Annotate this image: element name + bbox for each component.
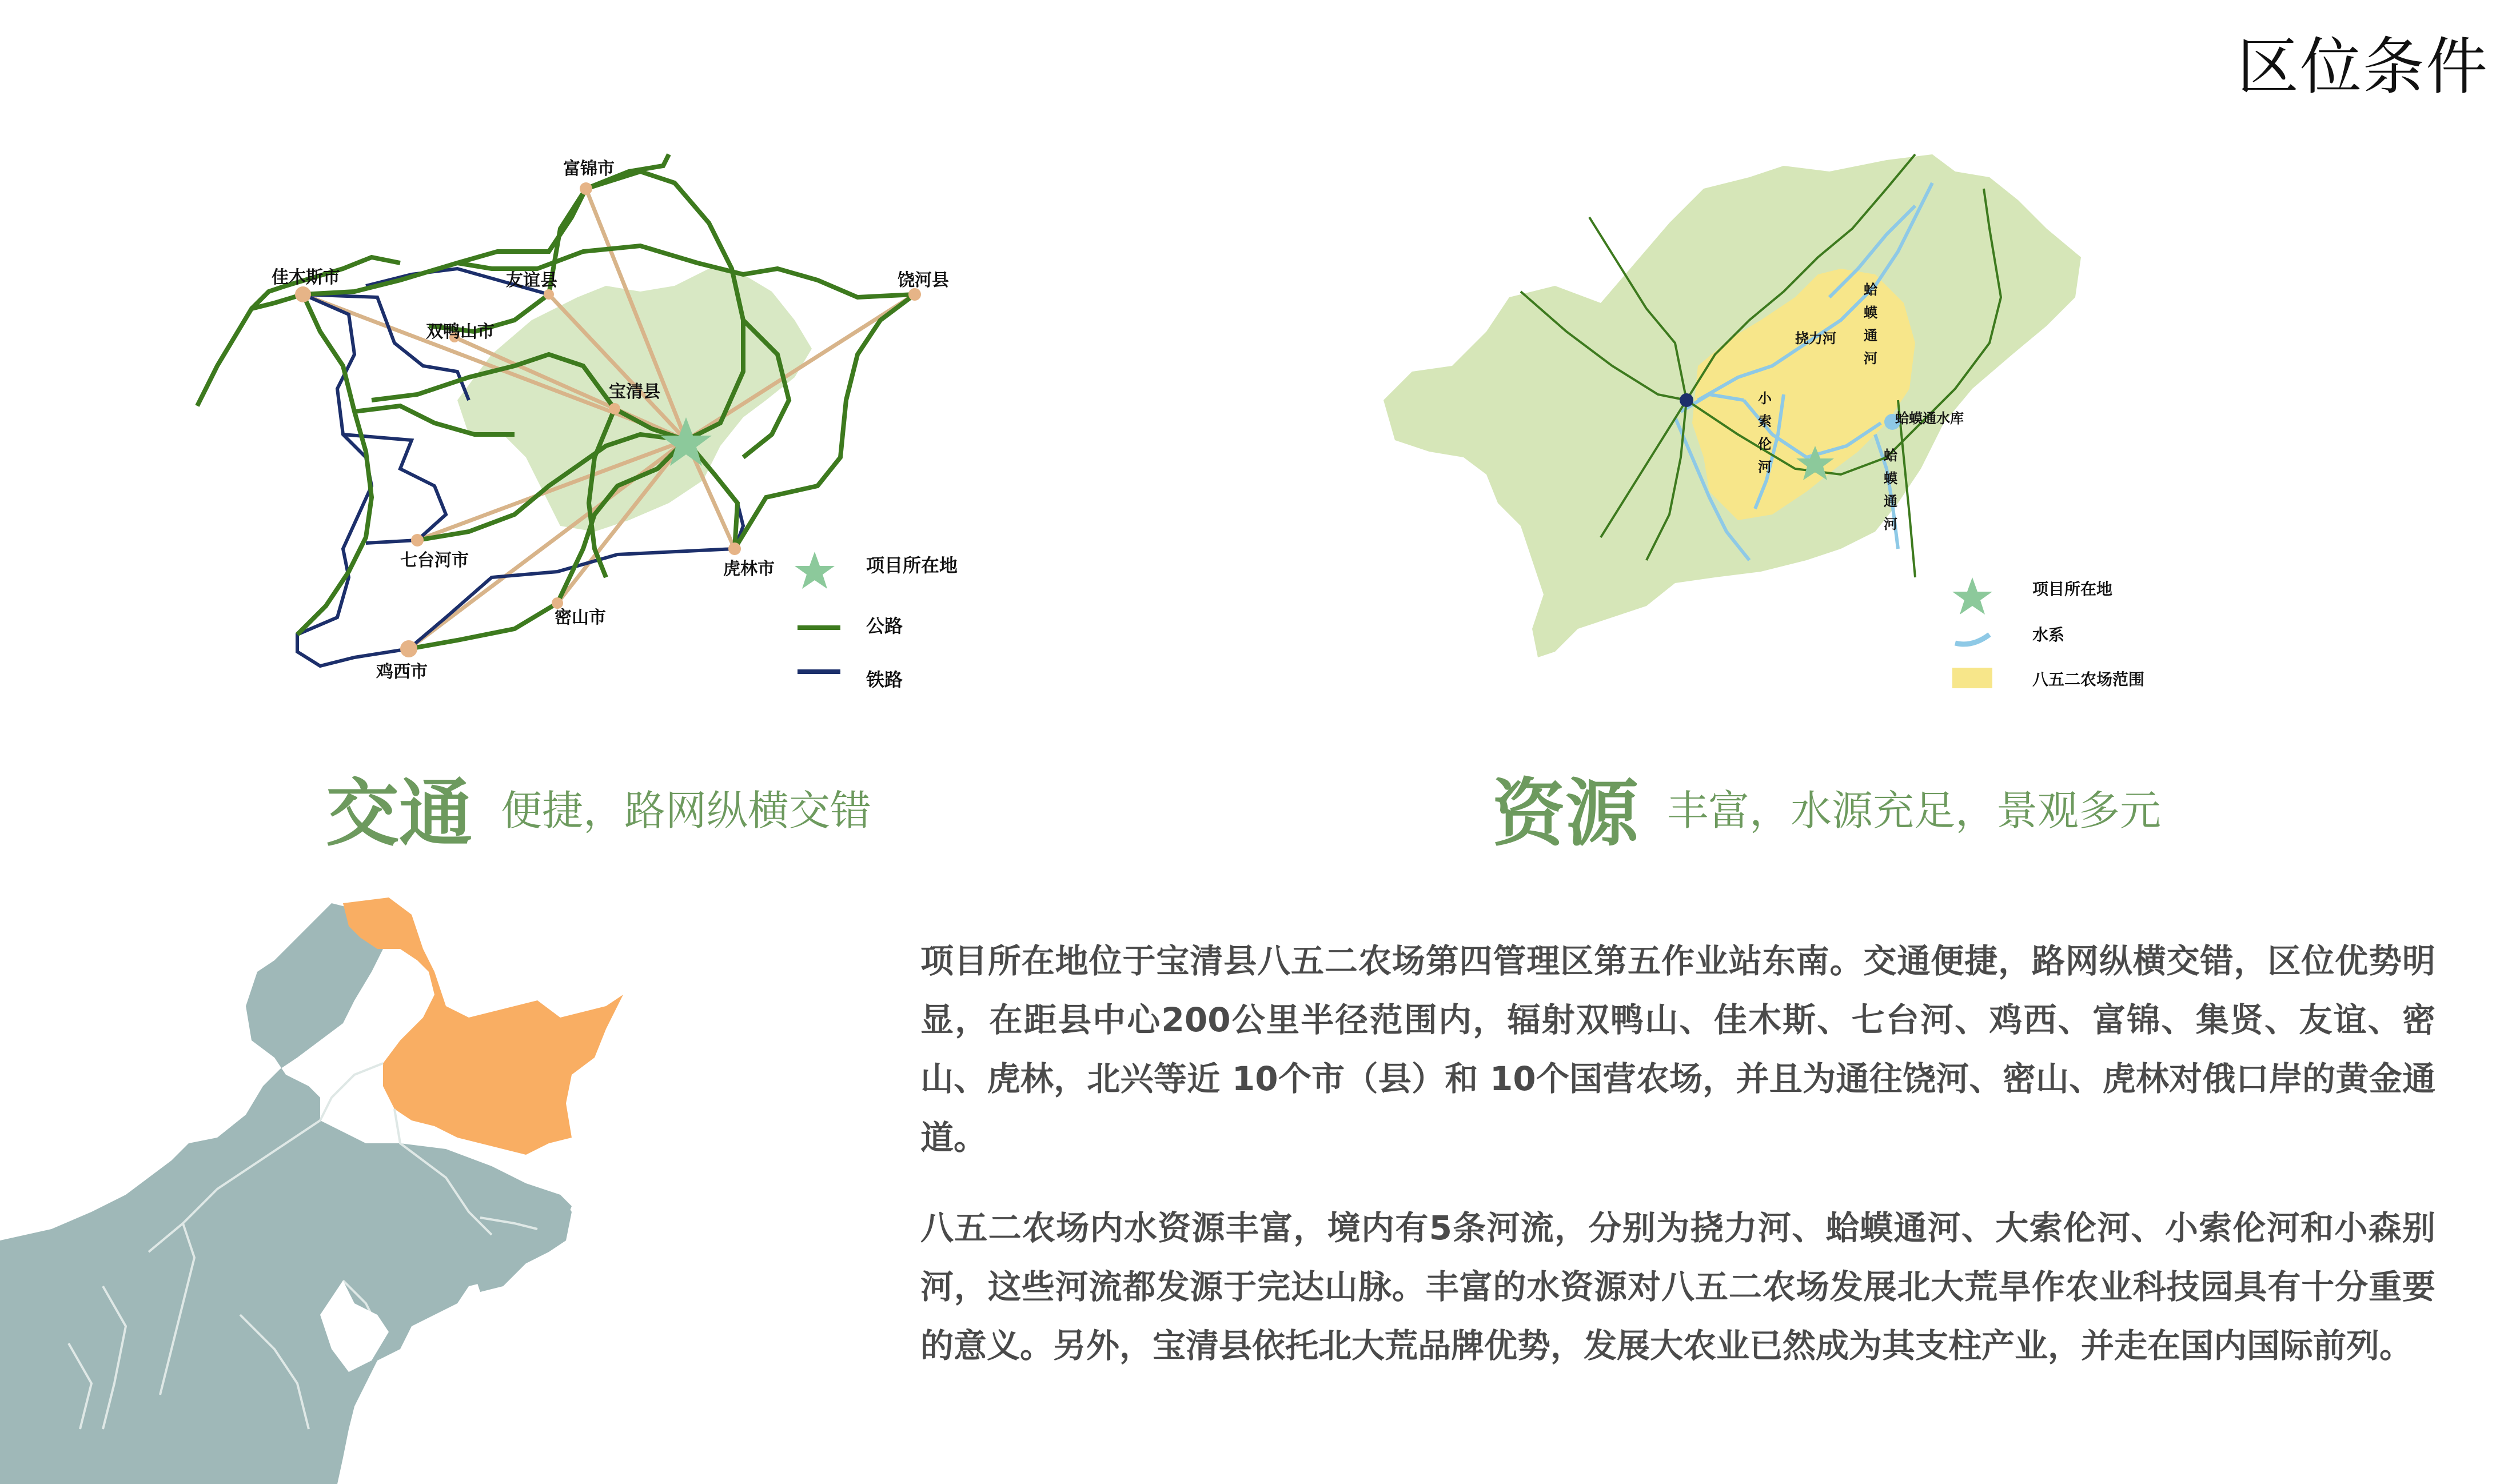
legend-star-icon [1952, 577, 1992, 615]
description-paragraph-2: 八五二农场内水资源丰富，境内有5条河流，分别为挠力河、蛤蟆通河、大索伦河、小索伦河和小森别河，这些河流都发源于完达山脉。丰富的水资源对八五二农场发展北大荒旱作农业科技园具有十分重要的意义。另外，宝清县依托北大荒品牌优势，发展大农业已然成为其支柱产业，并走在国内国际前列。 [920, 1208, 2435, 1365]
headline-transport-small: 便捷，路网纵横交错 [501, 787, 872, 835]
river-label-xiaosuolun-a: 小 [1758, 390, 1772, 406]
river-label-hamatong-1b: 蟆 [1864, 305, 1877, 321]
transport-map [172, 137, 1018, 697]
legend-farm-swatch [1952, 668, 1992, 688]
legend-water-label: 水系 [2032, 625, 2065, 644]
river-label-xiaosuolun-b: 索 [1758, 413, 1772, 429]
legend-rail-label: 铁路 [866, 669, 903, 691]
river-label-naoli: 挠力河 [1795, 330, 1836, 346]
heilongjiang-highlight [343, 897, 623, 1155]
city-label-jiamusi: 佳木斯市 [272, 268, 340, 288]
city-label-shuangyashan: 双鸭山市 [426, 322, 495, 342]
description-text [920, 932, 2435, 1407]
resource-map [1372, 149, 2184, 689]
headline-transport [326, 755, 871, 860]
legend-farm-label: 八五二农场范围 [2032, 670, 2145, 689]
china-map [0, 880, 640, 1484]
headline-resource [1492, 755, 2161, 860]
description-paragraph-1: 项目所在地位于宝清县八五二农场第四管理区第五作业站东南。交通便捷，路网纵横交错，区位优势明显，在距县中心200公里半径范围内，辐射双鸭山、佳木斯、七台河、鸡西、富锦、集贤、友谊、密山、虎林，北兴等近 10个市（县）和 10个国营农场，并且为通往饶河、密山、虎林对俄口岸的黄金通道。 [920, 942, 2435, 1157]
legend-project-label: 项目所在地 [2032, 580, 2113, 599]
city-label-mishan: 密山市 [555, 608, 606, 628]
legend-road-label: 公路 [866, 615, 903, 637]
city-label-jixi: 鸡西市 [376, 662, 428, 682]
headline-resource-big: 资源 [1492, 771, 1639, 856]
baoqing-dot [1680, 393, 1693, 407]
city-label-hulin: 虎林市 [723, 559, 775, 579]
river-label-hamatong-1c: 通 [1864, 328, 1877, 344]
city-label-qitaihe: 七台河市 [400, 550, 469, 571]
city-label-fujin: 富锦市 [563, 159, 615, 179]
legend-project-label: 项目所在地 [866, 554, 958, 576]
resource-legend [1952, 577, 2144, 689]
river-label-xiaosuolun-c: 伦 [1758, 436, 1772, 452]
city-label-raohe: 饶河县 [898, 270, 949, 290]
river-label-xiaosuolun-d: 河 [1758, 459, 1772, 475]
reservoir-label: 蛤蟆通水库 [1895, 410, 1964, 426]
transport-legend [795, 552, 958, 691]
river-label-hamatong-2b: 蟆 [1884, 470, 1897, 486]
legend-water-icon [1955, 635, 1989, 644]
river-label-hamatong-1a: 蛤 [1864, 282, 1877, 298]
city-label-baoqing: 宝清县 [609, 382, 660, 402]
river-label-hamatong-1d: 河 [1864, 350, 1877, 366]
page-title: 区位条件 [2236, 31, 2489, 103]
city-label-youyi: 友谊县 [506, 270, 557, 290]
river-label-hamatong-2d: 河 [1884, 516, 1897, 532]
headline-resource-small: 丰富，水源充足，景观多元 [1667, 787, 2162, 835]
headline-transport-big: 交通 [326, 771, 473, 856]
river-label-hamatong-2c: 通 [1884, 493, 1897, 509]
legend-star-icon [795, 552, 835, 589]
river-label-hamatong-2a: 蛤 [1884, 448, 1897, 464]
